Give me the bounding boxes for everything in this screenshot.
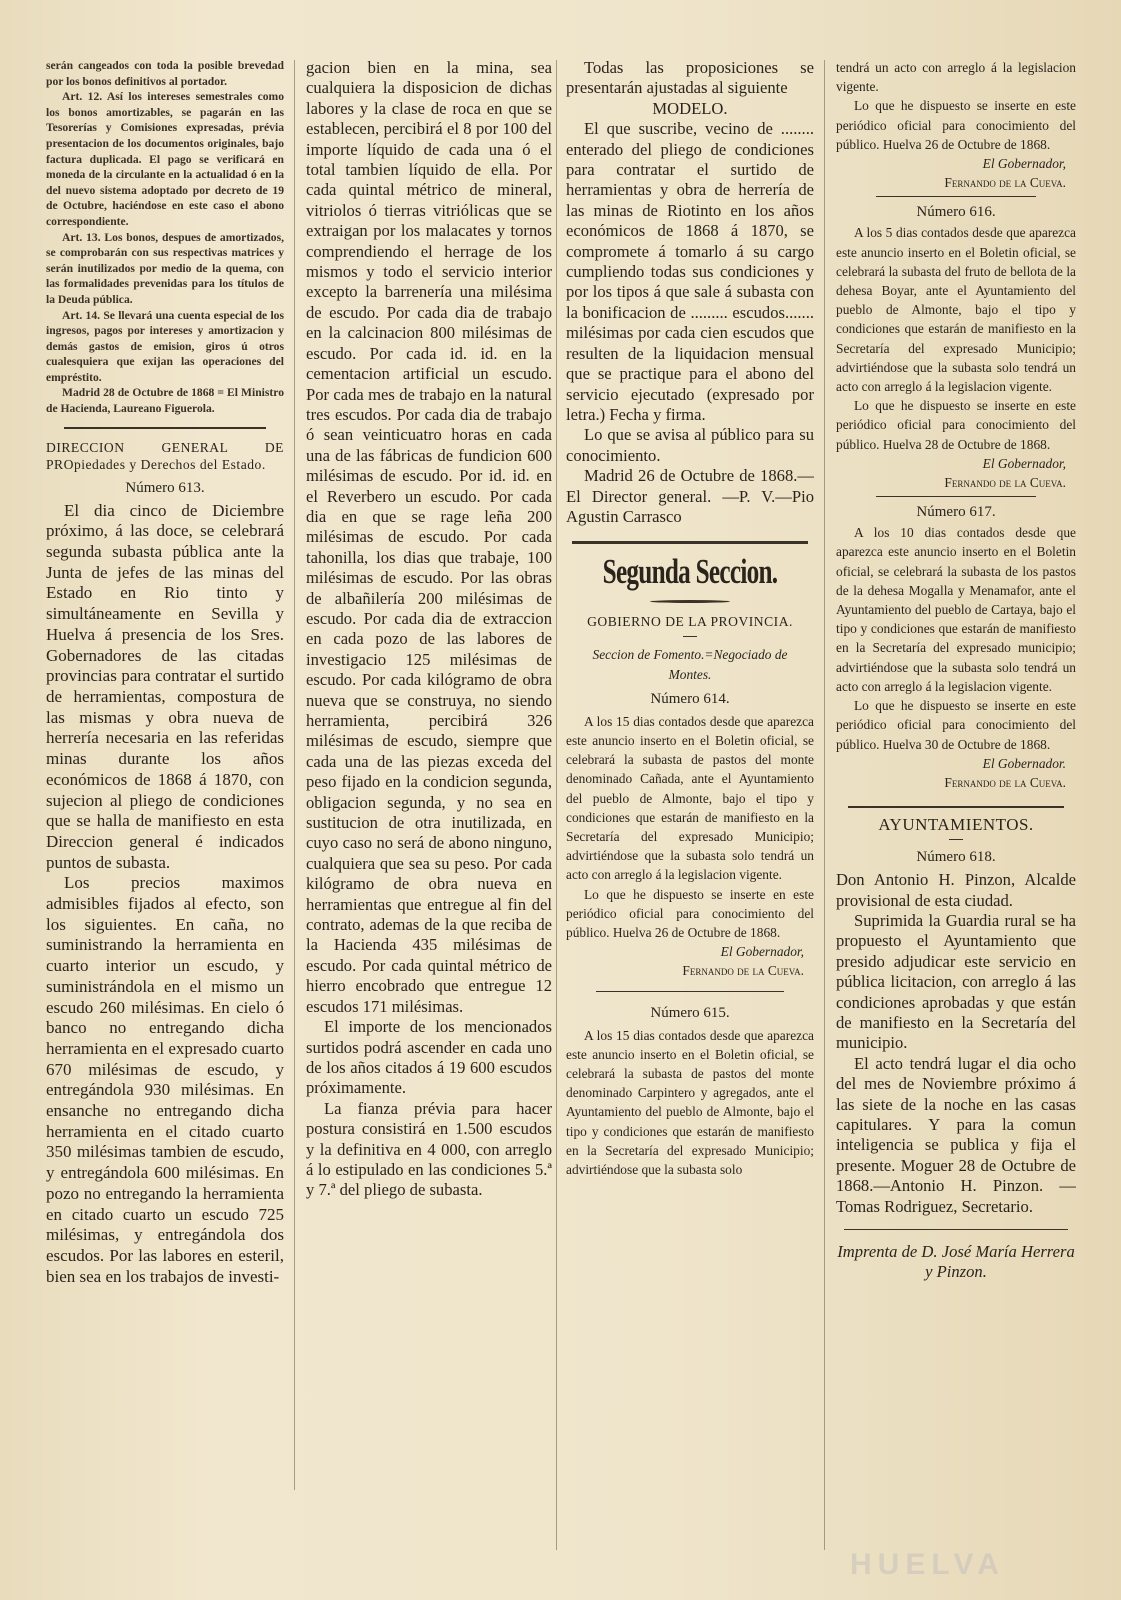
column-4: [836, 58, 1076, 1283]
column-rule: [294, 60, 295, 1490]
column-3: [566, 58, 814, 1179]
notice-617: [836, 523, 1076, 792]
notice-paragraph: Suprimida la Guardia rural se ha propuesto el Ayuntamiento que presido adjudicar este servicio en pública licitacion, con arreglo á las condiciones aprobadas y que están de manifiesto en la Secretaría del municipio.: [836, 910, 1076, 1053]
column-2: [306, 58, 552, 1201]
notice-paragraph: A los 15 dias contados desde que aparezca este anuncio inserto en el Boletin oficial, se celebrará la subasta de pastos del monte denominado Cañada, ante el Ayuntamiento del pueblo de Almonte, bajo el tipo y condiciones que estarán de manifiesto en la Secretaría del expresado Municipio; advirtiéndose que la subasta solo tendrá un acto con arreglo á la legislacion vigente.: [566, 713, 814, 883]
notice-paragraph: Lo que he dispuesto se inserte en este periódico oficial para conocimiento del público. Huelva 30 de Octubre de 1868.: [836, 698, 1076, 752]
notice-paragraph: Lo que he dispuesto se inserte en este periódico oficial para conocimiento del público. Huelva 26 de Octubre de 1868.: [836, 98, 1076, 152]
printer-imprint: Imprenta de D. José María Herrera y Pinzon.: [837, 1242, 1075, 1282]
dash-divider: [683, 636, 697, 637]
signature-name: Fernando de la Cueva.: [682, 963, 804, 979]
notice-number: Número 613.: [125, 479, 205, 496]
notice-paragraph: El importe de los mencionados surtidos podrá ascender en cada uno de los años citados á 19 600 escudos próximamente.: [306, 1017, 552, 1098]
notice-paragraph: El acto tendrá lugar el dia ocho del mes de Noviembre próximo á las siete de la noche en las casas capitulares. Y para la comun inteligencia se publica y fija el presente. Moguer 28 de Octubre de 1868.—Antonio H. Pinzon. —Tomas Rodriguez, Secretario.: [836, 1053, 1076, 1216]
notice-paragraph: Los precios maximos admisibles fijados al efecto, son los siguientes. En caña, no suministrando la herramienta en cuarto interior un escudo, y suministrándola en el mismo un escudo 260 milésimas. En cielo ó banco no entregando dicha herramienta en el expresado cuarto 670 milésimas de escudo, y entregándola 930 milésimas. En ensanche no entregando dicha herramienta en el citado cuarto 350 milésimas tambien de escudo, y entregándola 600 milésimas. En pozo no entregando la herramienta en citado cuarto un escudo 725 milésimas, y entregándola dos escudos. Por las labores en esteril, bien sea en los trabajos de investi-: [46, 873, 284, 1286]
subsection-heading: Seccion de Fomento.=Negociado de Montes.: [592, 647, 788, 682]
notice-number: Número 615.: [650, 1004, 730, 1021]
law-paragraph: Art. 12. Así los intereses semestrales como los bonos amortizables, se pagarán en las Tesorerías y Comisiones expresadas, prévia presentacion de los documentos originales, bajo factura duplicada. El pago se verificará en moneda de la circulante en la actualidad ó en la del nuevo sistema adoptado por decreto de 19 de Octubre, haciéndose en este caso el abono correspondiente.: [46, 90, 284, 228]
notice-number: Número 618.: [916, 849, 996, 866]
section-divider: [876, 496, 1036, 497]
modelo-heading: MODELO.: [652, 98, 728, 118]
notice-613: [46, 501, 284, 1288]
notice-paragraph: Lo que he dispuesto se inserte en este periódico oficial para conocimiento del público. Huelva 26 de Octubre de 1868.: [566, 886, 814, 940]
notice-number: Número 616.: [916, 204, 996, 221]
signature-name: Fernando de la Cueva.: [944, 774, 1066, 790]
notice-paragraph: Todas las proposiciones se presentarán ajustadas al siguiente: [566, 58, 814, 98]
signature-title: El Gobernador,: [982, 156, 1066, 172]
notice-paragraph: A los 15 dias contados desde que aparezca este anuncio inserto en el Boletin oficial, se celebrará la subasta de pastos del monte denominado Carpintero y agregados, ante el Ayuntamiento del pueblo de Almonte, bajo el tipo y condiciones que estarán de manifiesto en la Secretaría del expresado Municipio; advirtiéndose que la subasta solo: [566, 1027, 814, 1178]
notice-paragraph: tendrá un acto con arreglo á la legislacion vigente.: [836, 60, 1076, 95]
law-paragraph: serán cangeados con toda la posible brevedad por los bonos definitivos al portador.: [46, 59, 284, 88]
notice-614: [566, 712, 814, 981]
law-paragraph: Art. 14. Se llevará una cuenta especial de los ingresos, pagos por intereses y amortizacion y demás gastos de emision, giros ú otros cualesquiera que exijan las operaciones del empréstito.: [46, 308, 284, 384]
notice-paragraph: El dia cinco de Diciembre próximo, á las doce, se celebrará segunda subasta pública ante la Junta de jefes de las minas del Estado en Rio tinto y simultáneamente en Sevilla y Huelva á presencia de los Sres. Gobernadores de las citadas provincias para contratar el surtido de herramientas, compostura de las mismas y obra nueva de herrería necesaria en las referidas minas durante los años económicos de 1868 á 1870, con sujecion al pliego de condiciones que se halla de manifiesto en esta Direccion general é indicados puntos de subasta.: [46, 500, 284, 872]
notice-paragraph: A los 10 dias contados desde que aparezca este anuncio inserto en el Boletin oficial, se celebrará la subasta de los pastos de la dehesa Mogalla y Menamafor, ante el Ayuntamiento del pueblo de Cartaya, bajo el tipo y condiciones que estarán de manifiesto en la Secretaría del expresado municipio; advirtiéndose que la subasta solo tendrá un acto con arreglo á la legislacion vigente.: [836, 525, 1076, 694]
signature-name: Fernando de la Cueva.: [944, 175, 1066, 191]
notice-615: [566, 1026, 814, 1180]
notice-613-continued: [306, 58, 552, 1201]
section-divider: [848, 806, 1064, 808]
section-divider: [844, 1229, 1068, 1230]
section-divider: [596, 991, 784, 992]
law-articles: [46, 58, 284, 417]
modelo-paragraph: El que suscribe, vecino de ........ enterado del pliego de condiciones para contratar el surtido de herramientas y obra de herrería de las minas de Riotinto en los años económicos de 1868 á 1870, se compromete á tomarlo á su cargo cumpliendo todas sus condiciones y por los tipos á que sale á subasta con la bonificacion de ......... escudos....... milésimas por cada cien escudos que resulten de la liquidacion mensual que se practique para el abono del servicio ejecutado (expresado por letra.) Fecha y firma.: [566, 119, 814, 424]
archive-watermark: HUELVA: [850, 1548, 1005, 1581]
column-rule: [824, 60, 825, 1550]
law-signature: Madrid 28 de Octubre de 1868 = El Ministro de Hacienda, Laureano Figuerola.: [46, 386, 284, 416]
notice-paragraph: Lo que se avisa al público para su conocimiento.: [566, 425, 814, 465]
section-heading: DIRECCION GENERAL DE PROpiedades y Derechos del Estado.: [46, 439, 284, 472]
section-divider: [876, 196, 1036, 197]
section-divider: [64, 427, 266, 429]
column-1: [46, 58, 284, 1287]
ornament: [650, 600, 730, 603]
notice-paragraph: Don Antonio H. Pinzon, Alcalde provisional de esta ciudad.: [836, 870, 1076, 910]
signature-title: El Gobernador,: [720, 944, 804, 960]
notice-618: [836, 870, 1076, 1217]
notice-number: Número 617.: [916, 504, 996, 521]
notice-615-continued: [836, 58, 1076, 192]
signature-title: El Gobernador,: [982, 455, 1066, 471]
notice-616: [836, 223, 1076, 492]
modelo-block: [566, 58, 814, 527]
section-heading: AYUNTAMIENTOS.: [878, 815, 1034, 835]
law-paragraph: Art. 13. Los bonos, despues de amortizados, se comprobarán con sus respectivas matrices y serán inutilizados por medio de la quema, con las formalidades prevenidas para los títulos de la Deuda pública.: [46, 230, 284, 306]
notice-paragraph: A los 5 dias contados desde que aparezca este anuncio inserto en el Boletin oficial, se celebrará la subasta del fruto de bellota de la dehesa Boyar, ante el Ayuntamiento del pueblo de Almonte, bajo el tipo y condiciones que estarán de manifiesto en la Secretaría del expresado Municipio; advirtiéndose que la subasta solo tendrá un acto con arreglo á la legislacion vigente.: [836, 225, 1076, 395]
signature-title: El Gobernador.: [982, 755, 1066, 771]
notice-paragraph: gacion bien en la mina, sea cualquiera la disposicion de dichas labores y la clase de roca en que se establecen, percibirá el 8 por 100 del importe líquido de cada una ó el total tambien líquido de ella. Por cada quintal métrico de mineral, vitriolos ó tierras vitriólicas que se extraigan por los malacates y tornos comprendiendo el herrage de los mismos y todo el servicio interior excepto la barrenería una milésima de escudo. Por cada dia de trabajo en la calcinacion 800 milésimas de escudo. Por cada id. id. en la cementacion artificial un escudo. Por cada mes de trabajo en la natural tres escudos. Por cada dia de trabajo ó sean veinticuatro horas en cada una de las fábricas de fundicion 600 milésimas de escudo. Por id. id. en el Reverbero un escudo. Por cada dia en que se rage leña 200 milésimas de escudo. Por cada tahonilla, los dias que trabaje, 100 milésimas de escudo. Por las obras de albañilería 200 milésimas de escudo. Por cada dia de extraccion en cada pozo de las labores de investigacio 125 milésimas de escudo. Por cada kilógramo de obra nueva que se construya, no siendo herramienta, percibirá 326 milésimas de escudo, siempre que cada una de las piezas exceda del peso fijado en la condicion segunda, obligacion segunda, y no sea en sustitucion de otra inutilizada, en cuyo caso no será de abono ninguno, cualquiera que sea su peso. Por cada kilógramo de obra nueva en herramientas que entregue al fin del contrato, ademas de la que reciba de la Hacienda 435 milésimas de escudo. Por cada quintal métrico de hierro encobrado que entregue 12 escudos 171 milésimas.: [306, 58, 552, 1016]
section-heading: GOBIERNO DE LA PROVINCIA.: [587, 614, 793, 630]
notice-number: Número 614.: [650, 690, 730, 707]
section-title: Segunda Seccion.: [602, 552, 778, 592]
dash-divider: [949, 839, 963, 840]
column-rule: [556, 60, 557, 1550]
notice-paragraph: Lo que he dispuesto se inserte en este periódico oficial para conocimiento del público. Huelva 28 de Octubre de 1868.: [836, 398, 1076, 452]
notice-paragraph: La fianza prévia para hacer postura consistirá en 1.500 escudos y la definitiva en 4 000, con arreglo á lo estipulado en las condiciones 5.ª y 7.ª del pliego de subasta.: [306, 1098, 552, 1200]
signature-name: Fernando de la Cueva.: [944, 475, 1066, 491]
notice-signature: Madrid 26 de Octubre de 1868.—El Director general. —P. V.—Pio Agustin Carrasco: [566, 466, 814, 526]
section-divider: [572, 541, 808, 544]
